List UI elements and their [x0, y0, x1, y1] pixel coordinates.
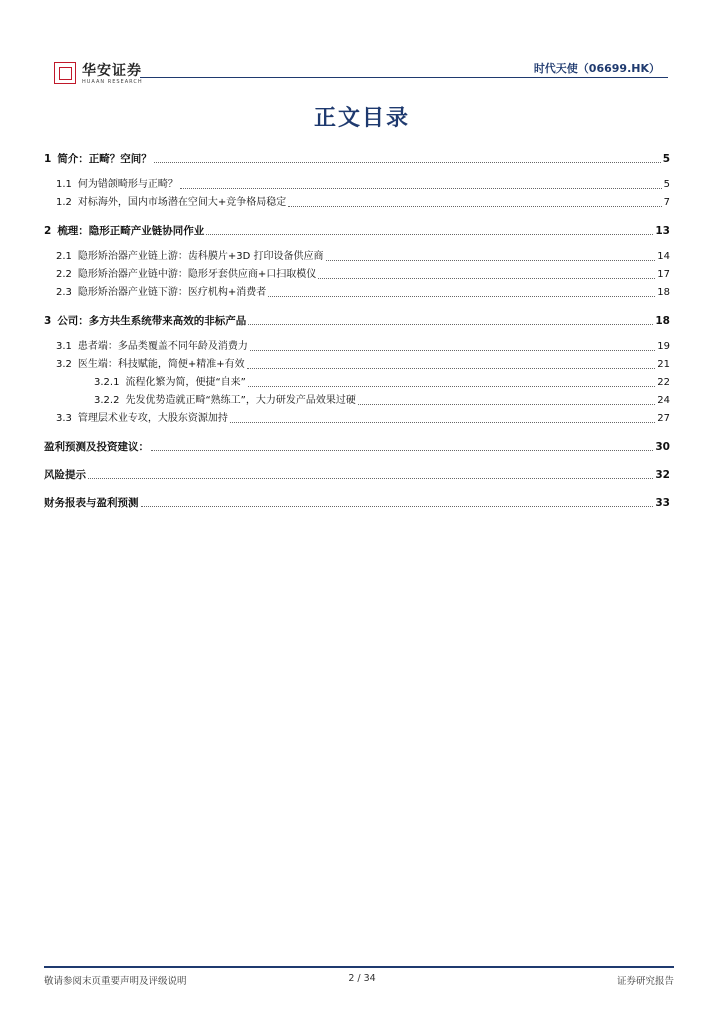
toc-entry-title: 患者端：多品类覆盖不同年龄及消费力 [77, 341, 248, 352]
toc-entry-title: 先发优势造就正畸“熟练工”，大力研发产品效果过硬 [125, 395, 356, 406]
toc-dot-leader [88, 478, 653, 479]
toc-entry-page: 13 [655, 225, 670, 237]
huaan-logo-icon [54, 62, 76, 84]
toc-dot-leader [250, 350, 655, 351]
toc-entry-page: 27 [657, 413, 670, 424]
toc-entry[interactable] [44, 438, 670, 456]
toc-entry-number: 3.1 [56, 341, 72, 352]
toc-entry[interactable] [44, 312, 670, 330]
toc-dot-leader [141, 506, 654, 507]
toc-entry[interactable] [44, 392, 670, 410]
toc-dot-leader [268, 296, 655, 297]
toc-entry[interactable] [44, 338, 670, 356]
toc-entry[interactable] [44, 494, 670, 512]
toc-entry-page: 14 [657, 251, 670, 262]
toc-entry-title: 公司：多方共生系统带来高效的非标产品 [57, 315, 247, 327]
toc-entry-number: 2.1 [56, 251, 72, 262]
toc-entry[interactable] [44, 266, 670, 284]
toc-entry-page: 24 [657, 395, 670, 406]
toc-entry-number: 3.2.1 [94, 377, 120, 388]
toc-dot-leader [151, 450, 653, 451]
toc-entry-number: 3.2.2 [94, 395, 120, 406]
footer-report-type: 证券研究报告 [616, 976, 674, 987]
logo-text: 华安证券 [82, 63, 142, 79]
toc-entry-page: 18 [655, 315, 670, 327]
toc-entry[interactable] [44, 284, 670, 302]
footer-divider [44, 966, 674, 968]
toc-dot-leader [230, 422, 655, 423]
toc-dot-leader [326, 260, 656, 261]
toc-entry-page: 30 [655, 441, 670, 453]
header-divider [140, 77, 668, 78]
toc-entry-number: 2.3 [56, 287, 72, 298]
footer-disclaimer: 敬请参阅末页重要声明及评级说明 [44, 976, 187, 987]
toc-dot-leader [247, 368, 656, 369]
toc-entry-title: 流程化繁为简，便捷“自来” [125, 377, 246, 388]
toc-entry-title: 隐形矫治器产业链上游：齿科膜片+3D 打印设备供应商 [77, 251, 324, 262]
toc-dot-leader [358, 404, 655, 405]
toc-entry-number: 1.1 [56, 179, 72, 190]
toc-dot-leader [248, 386, 655, 387]
toc-entry-page: 32 [655, 469, 670, 481]
toc-entry[interactable] [44, 466, 670, 484]
toc-entry-number: 3.2 [56, 359, 72, 370]
toc-entry[interactable] [44, 374, 670, 392]
toc-entry[interactable] [44, 410, 670, 428]
toc-entry-title: 简介：正畸？空间？ [57, 153, 152, 165]
toc-entry-page: 7 [663, 197, 670, 208]
toc-entry-title: 财务报表与盈利预测 [44, 497, 139, 509]
toc-entry-page: 21 [657, 359, 670, 370]
toc-entry-number: 3.3 [56, 413, 72, 424]
page-title: 正文目录 [313, 105, 410, 131]
toc-dot-leader [248, 324, 653, 325]
toc-dot-leader [154, 162, 661, 163]
toc-entry[interactable] [44, 176, 670, 194]
toc-entry[interactable] [44, 248, 670, 266]
toc-entry-title: 风险提示 [44, 469, 86, 481]
page-header [50, 58, 670, 88]
toc-entry-title: 隐形矫治器产业链下游：医疗机构+消费者 [77, 287, 267, 298]
toc-entry-title: 医生端：科技赋能，简便+精准+有效 [77, 359, 245, 370]
toc-entry-page: 22 [657, 377, 670, 388]
toc-entry-title: 隐形矫治器产业链中游：隐形牙套供应商+口扫取模仪 [77, 269, 317, 280]
toc-entry-page: 19 [657, 341, 670, 352]
toc-entry-page: 5 [662, 153, 670, 165]
toc-dot-leader [318, 278, 655, 279]
toc-dot-leader [206, 234, 653, 235]
toc-entry-title: 管理层术业专攻，大股东资源加持 [77, 413, 228, 424]
toc-entry[interactable] [44, 194, 670, 212]
toc-entry-number: 3 [44, 315, 52, 327]
toc-entry[interactable] [44, 356, 670, 374]
toc-entry-number: 2 [44, 225, 52, 237]
toc-entry-number: 1 [44, 153, 52, 165]
toc-entry[interactable] [44, 150, 670, 168]
toc-entry-title: 何为错颌畸形与正畸？ [77, 179, 178, 190]
company-ticker: 时代天使（06699.HK） [533, 62, 660, 75]
logo-subtitle: HUAAN RESEARCH [82, 79, 143, 85]
toc-entry-page: 5 [663, 179, 670, 190]
toc-entry-title: 对标海外，国内市场潜在空间大+竞争格局稳定 [77, 197, 287, 208]
toc-dot-leader [288, 206, 661, 207]
toc-entry-title: 梳理：隐形正畸产业链协同作业 [57, 225, 205, 237]
toc-entry-number: 1.2 [56, 197, 72, 208]
toc-entry-title: 盈利预测及投资建议： [44, 441, 149, 453]
toc-entry-page: 17 [657, 269, 670, 280]
toc-entry[interactable] [44, 222, 670, 240]
toc-entry-page: 33 [655, 497, 670, 509]
page-number: 2 / 34 [348, 973, 376, 984]
toc-entry-page: 18 [657, 287, 670, 298]
toc-entry-number: 2.2 [56, 269, 72, 280]
toc-dot-leader [180, 188, 662, 189]
